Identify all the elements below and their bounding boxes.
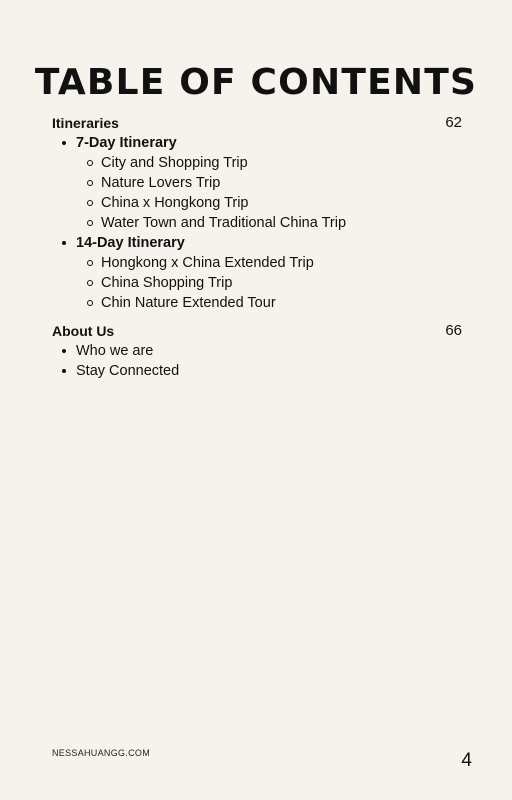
section-title: About Us <box>52 323 115 339</box>
section-page-number: 66 <box>445 322 462 339</box>
toc-item: China x Hongkong Trip <box>52 193 462 213</box>
toc-item: Hongkong x China Extended Trip <box>52 253 462 273</box>
toc-list <box>52 341 462 381</box>
toc-item: Chin Nature Extended Tour <box>52 293 462 313</box>
section-page-number: 62 <box>445 114 462 131</box>
toc-list <box>52 133 462 313</box>
toc-item: China Shopping Trip <box>52 273 462 293</box>
toc-item: Stay Connected <box>52 361 462 381</box>
page-title: TABLE OF CONTENTS <box>34 62 478 103</box>
toc-section-itineraries <box>52 113 462 313</box>
toc-group-14-day: 14-Day Itinerary <box>52 233 462 253</box>
toc-group-7-day: 7-Day Itinerary <box>52 133 462 153</box>
toc-item: Water Town and Traditional China Trip <box>52 213 462 233</box>
footer-website: NESSAHUANGG.COM <box>52 748 151 758</box>
toc-item: City and Shopping Trip <box>52 153 462 173</box>
toc-section-header <box>52 321 462 341</box>
toc-item: Nature Lovers Trip <box>52 173 462 193</box>
toc-item: Who we are <box>52 341 462 361</box>
page-number: 4 <box>461 750 472 771</box>
toc-section-about-us <box>52 321 462 381</box>
toc-section-header <box>52 113 462 133</box>
section-title: Itineraries <box>52 115 119 131</box>
